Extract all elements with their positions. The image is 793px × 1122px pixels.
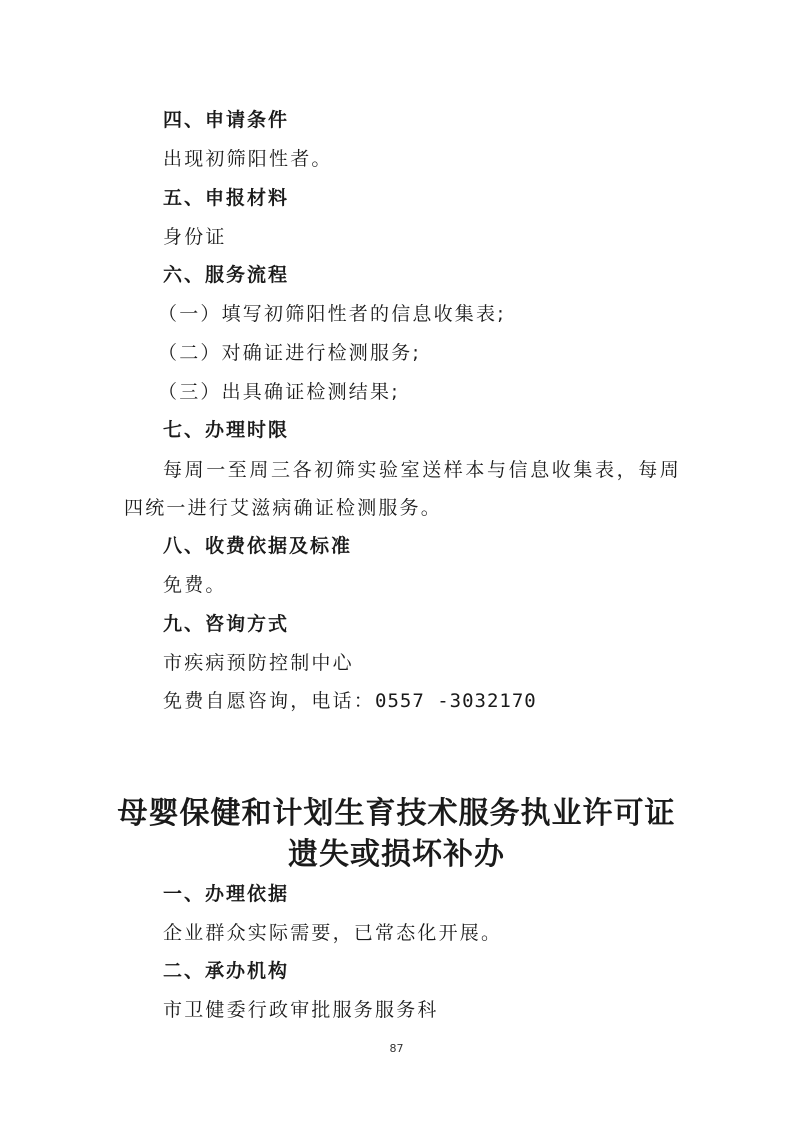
section-text-process-step-3: （三）出具确证检测结果; <box>158 381 400 403</box>
section-heading-handling-agency: 二、承办机构 <box>163 960 290 982</box>
section-heading-time-limit: 七、办理时限 <box>163 419 290 441</box>
section-heading-fee-basis: 八、收费依据及标准 <box>163 535 353 557</box>
document-title-line-2: 遗失或损坏补办 <box>288 837 505 872</box>
section-text-consultation-org: 市疾病预防控制中心 <box>163 652 354 674</box>
section-heading-legal-basis: 一、办理依据 <box>163 883 290 905</box>
contact-phone: 0557 -3032170 <box>375 690 537 712</box>
section-heading-materials: 五、申报材料 <box>163 187 290 209</box>
section-text-materials: 身份证 <box>163 226 227 248</box>
section-text-handling-agency: 市卫健委行政审批服务服务科 <box>163 999 439 1021</box>
section-heading-service-process: 六、服务流程 <box>163 264 290 286</box>
section-text-time-limit-line-2: 四统一进行艾滋病确证检测服务。 <box>124 497 443 519</box>
document-title-line-1: 母婴保健和计划生育技术服务执业许可证 <box>117 796 676 831</box>
section-text-time-limit-line-1: 每周一至周三各初筛实验室送样本与信息收集表，每周 <box>163 459 682 481</box>
section-text-legal-basis: 企业群众实际需要，已常态化开展。 <box>163 922 503 944</box>
contact-line <box>163 689 537 713</box>
section-text-application-conditions: 出现初筛阳性者。 <box>163 148 333 170</box>
page-number: 87 <box>389 1042 404 1055</box>
section-text-process-step-1: （一）填写初筛阳性者的信息收集表; <box>158 303 506 325</box>
section-text-fee-basis: 免费。 <box>163 574 227 596</box>
section-heading-consultation: 九、咨询方式 <box>163 613 290 635</box>
contact-label: 免费自愿咨询，电话： <box>163 690 376 712</box>
section-text-process-step-2: （二）对确证进行检测服务; <box>158 342 422 364</box>
section-heading-application-conditions: 四、申请条件 <box>163 109 290 131</box>
